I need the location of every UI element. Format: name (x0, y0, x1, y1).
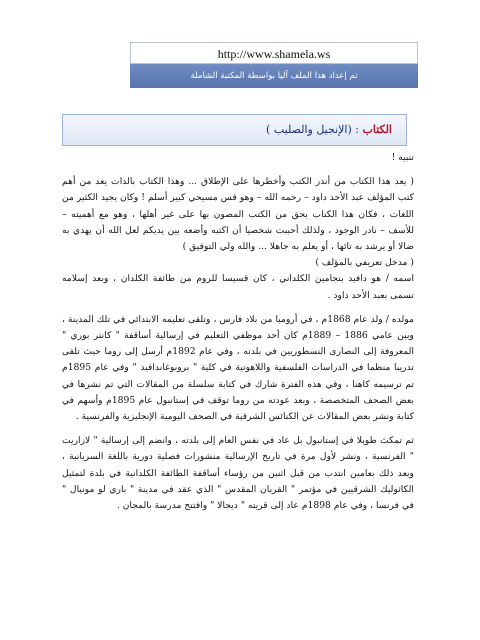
bio-paragraph-1: مولده / ولد عام 1868م ، في أرومبا من بلاد فارس ، وتلقى تعليمه الابتدائي في تلك المدينة ، وبين عامي 1886 – 1889م كان أحد موظفي التعليم في إرسالية أساقفة " كانتر بوري " المعروفة إلى النصارى النسطوريين في بلدته ، وفي عام 1892م أرسل إلى روما حيث تلقى تدريبا منظما في الدراسات الفلسفية واللاهوتية في كلية " بروبوغاندافيد " وفي عام 1895م تم ترسيمه كاهنا ، وفي هذه الفترة شارك في كتابة سلسلة من المقالات التي تم نشرها في بعض الصحف المتخصصة ، وبعد عودته من روما توقف في إستانبول عام 1895م وأسهم في كتابة ونشر بعض المقالات عن الكنائس الشرقية في الصحف اليومية الإنجليزية والفرنسية . (62, 313, 414, 423)
book-title: : (الإنجيل والصليب ) (266, 123, 359, 136)
content-body (62, 150, 414, 514)
notice-paragraph: ( يعد هذا الكتاب من أندر الكتب وأخطرها على الإطلاق ... وهذا الكتاب بالذات يعد من أهم كتب المؤلف عبد الأحد داود – رحمه الله – وهو قس مسيحي كبير أسلم ! وكان يجيد الكثير من اللغات ، فكان هذا الكتاب بحق من الكتب المصون بها على غير أهلها ، وهو مع أهميته – للأسف – نادر الوجود ، ولذلك أحببت شخصيا أن اكتبه وأضعه بين يديكم لعل الله أن يهدي به ضالا أو يرشد به تائها ، أو يعلم به جاهلا ... والله ولي التوفيق ) (62, 176, 414, 253)
book-title-box (62, 114, 407, 146)
source-url[interactable]: http://www.shamela.ws (130, 42, 418, 64)
intro-heading: ( مدخل تعريفي بالمؤلف ) (315, 257, 414, 269)
intro-paragraph: اسمه / هو دافيد بنجامين الكلداني ، كان قسيسا للروم من طائفة الكلدان ، وبعد إسلامه تسمى بعبد الأحد داود . (62, 273, 414, 301)
notice-heading: تنبيه ! (391, 152, 414, 163)
book-label: الكتاب (362, 123, 392, 136)
library-banner: تم إعداد هذا الملف آليا بواسطة المكتبة الشاملة (130, 64, 418, 88)
bio-paragraph-2: ثم تمكث طويلا في إستانبول بل عاد في نفس العام إلى بلدته ، وانضم إلى إرسالية " لازاريت " الفرنسية ، ونشر لأول مرة في تاريخ الإرسالية منشورات فصلية دورية باللغة السريانية ، وبعد ذلك بعامين انتدب من قبل اثنين من رؤساء أساقفة الطائفة الكلدانية في بلدة لتمثيل الكاثوليك الشرقيين في مؤتمر " القربان المقدس " الذي عقد في مدينة " باري لو مونيال " في فرنسا ، وفي عام 1898م عاد إلى قريته " ديجالا " وافتتح مدرسة بالمجان . (62, 435, 414, 512)
